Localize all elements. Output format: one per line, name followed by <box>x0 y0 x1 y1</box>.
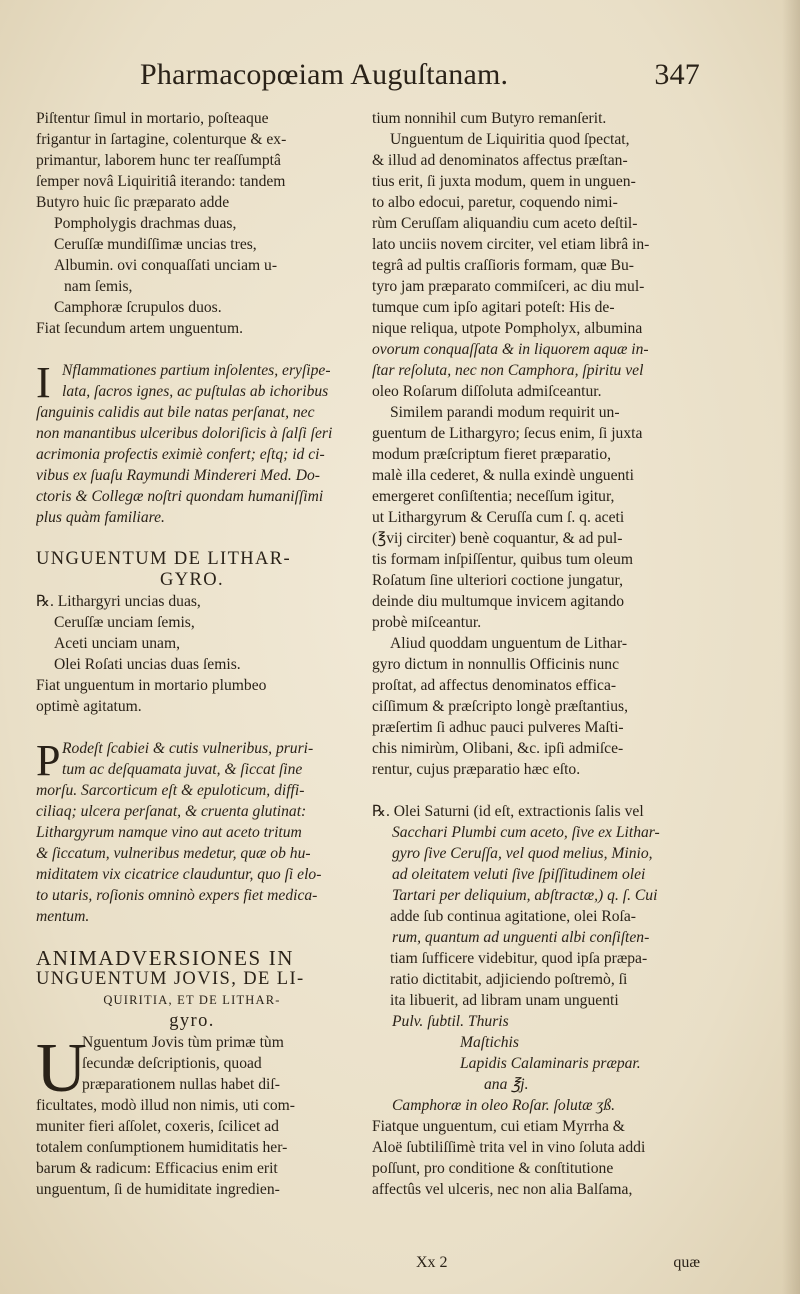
text-line: Rodeſt ſcabiei & cutis vulneribus, pruri- <box>62 740 314 757</box>
text-line: ſtar reſoluta, nec non Camphora, ſpiritu vel <box>372 362 644 379</box>
text-line: lato unciis novem circiter, vel etiam librâ in- <box>372 236 650 253</box>
text-line: guentum de Lithargyro; ſecus enim, ſi juxta <box>372 425 643 442</box>
text-line: emergeret conſiſtentia; neceſſum igitur, <box>372 488 615 505</box>
text-line: ita libuerit, ad libram unam unguenti <box>390 992 619 1009</box>
text-line: vibus ex ſuaſu Raymundi Mindereri Med. Do- <box>36 467 320 484</box>
blank-line <box>372 780 696 801</box>
text-line: tius erit, ſi juxta modum, quem in unguen- <box>372 173 636 190</box>
section-heading: ANIMADVERSIONES IN <box>36 948 295 969</box>
section-heading: gyro. <box>169 1011 215 1031</box>
text-line: tyro jam præparato commiſceri, ac diu mul- <box>372 278 645 295</box>
text-line: gyro ſive Ceruſſa, vel quod melius, Minio, <box>392 845 653 862</box>
text-line: tumque cum ipſo agitari poteſt: His de- <box>372 299 615 316</box>
text-line: ut Lithargyrum & Ceruſſa cum ſ. q. aceti <box>372 509 625 526</box>
text-line: Aloë ſubtiliſſimè trita vel in vino ſoluta addi <box>372 1139 646 1156</box>
text-line: Fiat ſecundum artem unguentum. <box>36 320 244 337</box>
text-line: ciliaq; ulcera perſanat, & cruenta glutinat: <box>36 803 307 820</box>
blank-line <box>36 927 348 948</box>
text-line: ctoris & Collegæ noſtri quondam humaniſſimi <box>36 488 324 505</box>
blank-line <box>36 339 348 360</box>
text-line: Nguentum Jovis tùm primæ tùm <box>82 1034 284 1051</box>
text-line: proſtat, ad affectus denominatos effica- <box>372 677 617 694</box>
text-line: Camphoræ in oleo Roſar. ſolutæ ʒß. <box>392 1097 616 1114</box>
text-line: tum ac deſquamata juvat, & ſiccat ſine <box>62 761 303 778</box>
text-line: to albo edocui, paretur, coquendo nimi- <box>372 194 618 211</box>
text-line: oleo Roſarum diſſoluta admiſceantur. <box>372 383 602 400</box>
text-line: Sacchari Plumbi cum aceto, ſive ex Lithar- <box>392 824 660 841</box>
text-line: Maſtichis <box>460 1034 519 1051</box>
text-line: barum & radicum: Efficacius enim erit <box>36 1160 278 1177</box>
text-line: Ceruſſæ mundiſſimæ uncias tres, <box>54 236 257 253</box>
text-line: tis formam inſpiſſentur, quibus tum oleum <box>372 551 633 568</box>
signature-mark: Xx 2 <box>416 1254 448 1271</box>
drop-cap: I <box>36 358 51 407</box>
text-line: Similem parandi modum requirit un- <box>390 404 620 421</box>
text-line: miditatem vix cicatrice clauduntur, quo ſi elo- <box>36 866 322 883</box>
text-line: Ceruſſæ unciam ſemis, <box>54 614 195 631</box>
text-line: ciſſimum & præſcripto longè præſtantius, <box>372 698 628 715</box>
blank-line <box>36 717 348 738</box>
text-line: Pulv. ſubtil. Thuris <box>392 1013 509 1030</box>
text-line: ana ℥j. <box>484 1076 529 1093</box>
text-line: ad oleitatem veluti ſive ſpiſſitudinem olei <box>392 866 646 883</box>
left-text-column <box>36 108 348 1200</box>
drop-cap: P <box>36 736 61 785</box>
page-edge-shadow <box>782 0 800 1294</box>
text-line: præparationem nullas habet diſ- <box>82 1076 280 1093</box>
text-line: præſertim ſi adhuc pauci pulveres Maſti- <box>372 719 624 736</box>
text-line: totalem conſumptionem humiditatis her- <box>36 1139 288 1156</box>
text-line: to utaris, roſionis omninò expers fiet medica- <box>36 887 318 904</box>
text-line: Tartari per deliquium, abſtractæ,) q. ſ. Cui <box>392 887 658 904</box>
text-line: ovorum conquaſſata & in liquorem aquæ in- <box>372 341 649 358</box>
text-line: Nflammationes partium inſolentes, eryſipe- <box>62 362 331 379</box>
text-line: frigantur in ſartagine, colenturque & ex- <box>36 131 287 148</box>
text-line: & illud ad denominatos affectus præſtan- <box>372 152 628 169</box>
text-line: Aceti unciam unam, <box>54 635 181 652</box>
running-header <box>140 58 700 92</box>
text-line: Camphoræ ſcrupulos duos. <box>54 299 222 316</box>
section-heading: UNGUENTUM DE LITHAR- <box>36 549 292 569</box>
text-line: Olei Roſati uncias duas ſemis. <box>54 656 241 673</box>
text-line: ſecundæ deſcriptionis, quoad <box>82 1055 262 1072</box>
text-line: poſſunt, pro conditione & conſtitutione <box>372 1160 614 1177</box>
text-line: rentur, cujus præparatio hæc eſto. <box>372 761 581 778</box>
text-line: non manantibus ulceribus doloriſicis à ſalſi ſeri <box>36 425 333 442</box>
text-line: gyro dictum in nonnullis Officinis nunc <box>372 656 620 673</box>
text-line: unguentum, ſi de humiditate ingredien- <box>36 1181 280 1198</box>
text-line: plus quàm familiare. <box>36 509 165 526</box>
text-line: adde ſub continua agitatione, olei Roſa- <box>390 908 636 925</box>
text-line: mentum. <box>36 908 90 925</box>
text-line: chis nimirùm, Olibani, &c. ipſi admiſce- <box>372 740 624 757</box>
text-line: & ſiccatum, vulneribus medetur, quæ ob hu- <box>36 845 311 862</box>
drop-cap: U <box>36 1030 87 1107</box>
text-line: deinde diu multumque invicem agitando <box>372 593 625 610</box>
text-line: ℞. Lithargyri uncias duas, <box>36 593 201 610</box>
blank-line <box>36 528 348 549</box>
text-line: Fiat unguentum in mortario plumbeo <box>36 677 267 694</box>
text-line: Lithargyrum namque vino aut aceto tritum <box>36 824 302 841</box>
text-line: Roſatum ſine ulteriori coctione jungatur, <box>372 572 623 589</box>
text-line: nique reliqua, utpote Pompholyx, albumina <box>372 320 643 337</box>
text-line: Pompholygis drachmas duas, <box>54 215 237 232</box>
text-line: Albumin. ovi conquaſſati unciam u- <box>54 257 278 274</box>
text-line: malè illa cederet, & nulla exindè unguenti <box>372 467 634 484</box>
catchword: quæ <box>673 1254 700 1271</box>
text-line: rùm Ceruſſam aliquandiu cum aceto deſtil- <box>372 215 638 232</box>
text-line: ſanguinis calidis aut bile natas perſanat, nec <box>36 404 315 421</box>
text-line: affectûs vel ulceris, nec non alia Balſama, <box>372 1181 633 1198</box>
text-line: rum, quantum ad unguenti albi conſiſten- <box>392 929 650 946</box>
text-line: ſemper novâ Liquiritiâ iterando: tandem <box>36 173 286 190</box>
text-line: Piſtentur ſimul in mortario, poſteaque <box>36 110 269 127</box>
text-line: optimè agitatum. <box>36 698 142 715</box>
text-line: Aliud quoddam unguentum de Lithar- <box>390 635 628 652</box>
text-line: primantur, laborem hunc ter reaſſumptâ <box>36 152 281 169</box>
text-line: lata, ſacros ignes, ac puſtulas ab ichoribus <box>62 383 329 400</box>
text-line: modum præſcriptum fieret præparatio, <box>372 446 612 463</box>
text-line: tium nonnihil cum Butyro remanſerit. <box>372 110 607 127</box>
section-heading: QUIRITIA, ET DE LITHAR- <box>103 993 281 1007</box>
text-line: nam ſemis, <box>64 278 133 295</box>
right-text-column <box>372 108 696 1200</box>
text-line: ℞. Olei Saturni (id eſt, extractionis ſalis vel <box>372 803 644 820</box>
text-line: morſu. Sarcorticum eſt & epuloticum, diffi- <box>36 782 305 799</box>
text-line: ratio dictitabit, adjiciendo poſtremò, ſi <box>390 971 628 988</box>
text-line: Fiatque unguentum, cui etiam Myrrha & <box>372 1118 625 1135</box>
text-line: Lapidis Calaminaris præpar. <box>460 1055 641 1072</box>
text-line: (℥vij circiter) benè coquantur, & ad pul- <box>372 530 623 547</box>
text-line: tegrâ ad pultis craſſioris formam, quæ Bu- <box>372 257 635 274</box>
text-line: ficultates, modò illud non nimis, uti com- <box>36 1097 296 1114</box>
text-line: Butyro huic ſic præparato adde <box>36 194 230 211</box>
running-title: Pharmacopœiam Auguſtanam. <box>140 58 509 91</box>
page-number: 347 <box>654 58 700 91</box>
text-line: tiam ſufficere videbitur, quod ipſa præpa- <box>390 950 648 967</box>
text-line: acrimonia profectis eximiè confert; eſtq; id ci- <box>36 446 325 463</box>
section-heading: UNGUENTUM JOVIS, DE LI- <box>36 969 305 989</box>
text-line: probè miſceantur. <box>372 614 482 631</box>
text-line: muniter fieri aſſolet, coxeris, ſcilicet ad <box>36 1118 279 1135</box>
section-heading: GYRO. <box>159 570 225 590</box>
text-line: Unguentum de Liquiritia quod ſpectat, <box>390 131 630 148</box>
